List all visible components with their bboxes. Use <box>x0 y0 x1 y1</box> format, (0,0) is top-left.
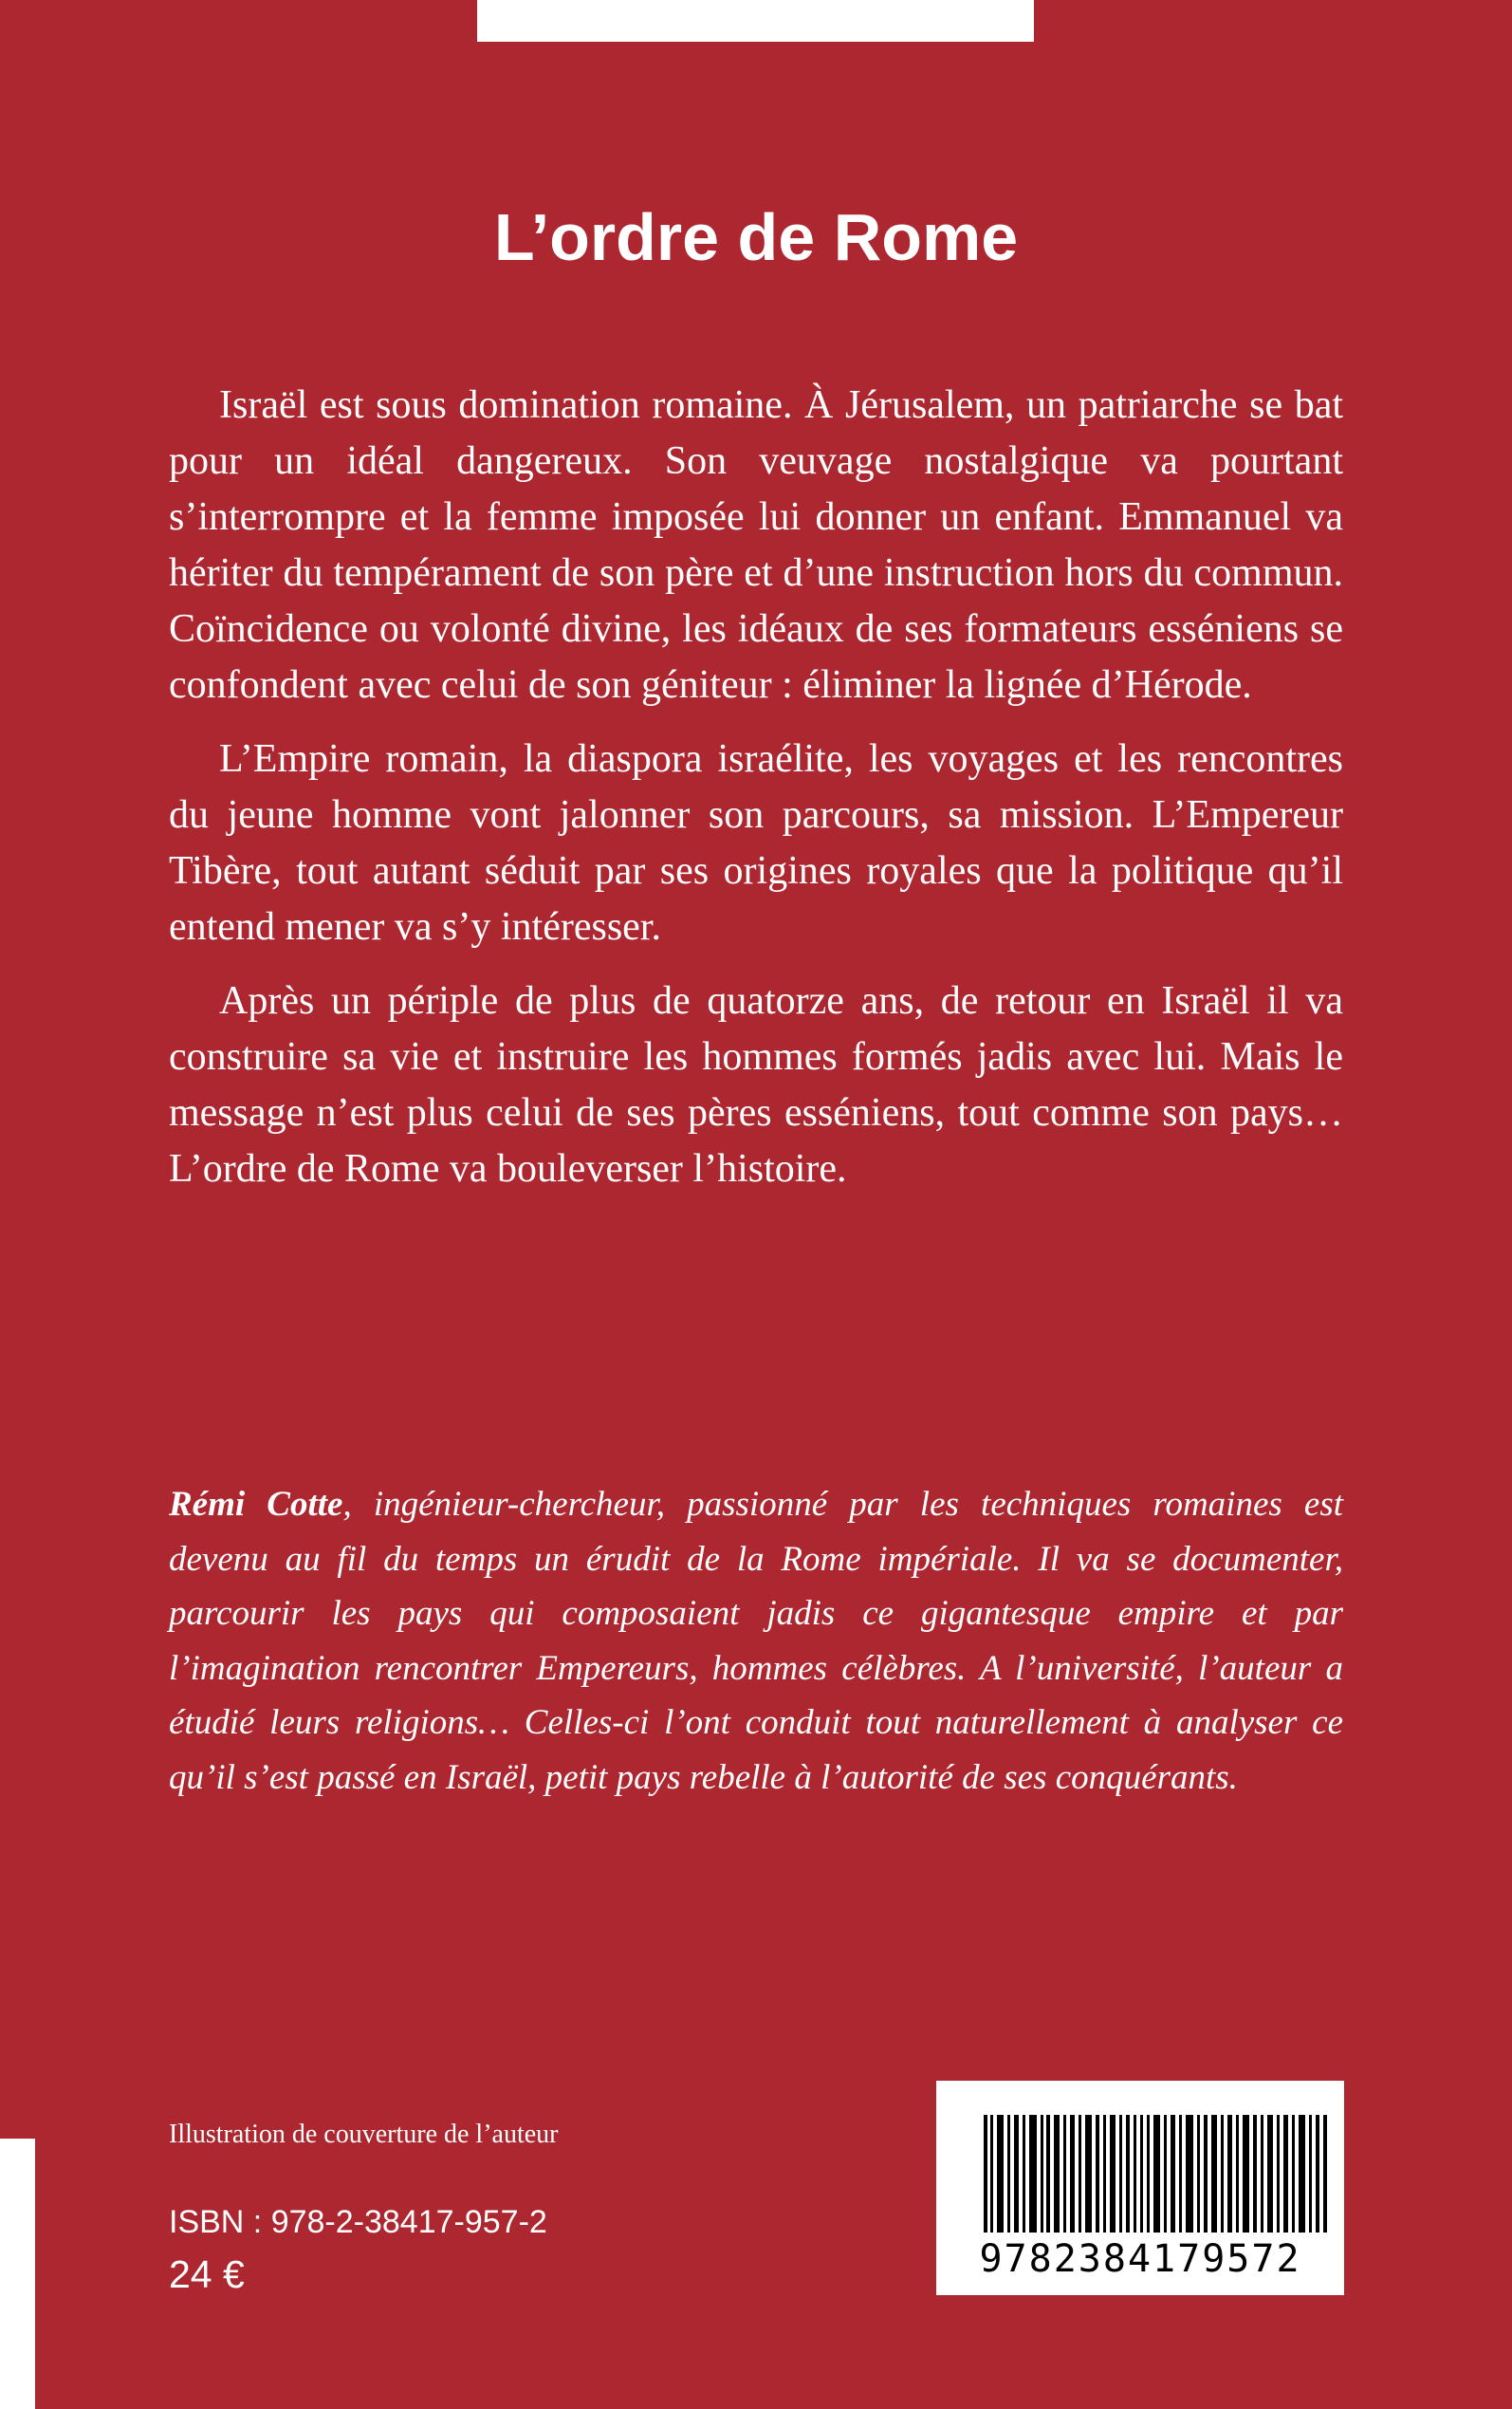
blurb-paragraph-2: L’Empire romain, la diaspora israélite, les voyages et les rencontres du jeune homme vont jalonner son parcours, sa mission. L’Empereur Tibère, tout autant séduit par ses origines royales que la politique qu’il entend mener va s’y intéresser. <box>169 737 1343 949</box>
price-label: 24 € <box>169 2252 245 2296</box>
barcode-number: 9782384179572 <box>979 2237 1301 2281</box>
back-cover-blurb <box>169 378 1343 1215</box>
left-white-tab <box>0 2139 35 2409</box>
isbn-label: ISBN : 978-2-38417-957-2 <box>169 2204 547 2240</box>
author-bio-text: , ingénieur-chercheur, passionné par les techniques romaines est devenu au fil du temps un érudit de la Rome impériale. Il va se documenter, parcourir les pays qui composaient jadis ce gigantesque empire et par l’imagination rencontrer Empereurs, hommes célèbres. A l’université, l’auteur a étudié leurs religions… Celles-ci l’ont conduit tout naturellement à analyser ce qu’il s’est passé en Israël, petit pays rebelle à l’autorité de ses conquérants. <box>169 1485 1343 1797</box>
barcode-icon <box>984 2115 1327 2233</box>
author-bio <box>169 1477 1343 1805</box>
top-white-tab <box>477 0 1034 42</box>
cover-illustration-credit: Illustration de couverture de l’auteur <box>169 2120 559 2149</box>
blurb-paragraph-3: Après un périple de plus de quatorze ans, de retour en Israël il va construire sa vie et instruire les hommes formés jadis avec lui. Mais le message n’est plus celui de ses pères esséniens, tout comme son pays… L’ordre de Rome va bouleverser l’histoire. <box>169 979 1343 1191</box>
author-name: Rémi Cotte <box>169 1485 343 1524</box>
book-title: L’ordre de Rome <box>493 200 1019 274</box>
barcode-box <box>936 2081 1344 2295</box>
blurb-paragraph-1: Israël est sous domination romaine. À Jérusalem, un patriarche se bat pour un idéal dangereux. Son veuvage nostalgique va pourtant s’interrompre et la femme imposée lui donner un enfant. Emmanuel va hériter du tempérament de son père et d’une instruction hors du commun. Coïncidence ou volonté divine, les idéaux de ses formateurs esséniens se confondent avec celui de son géniteur : éliminer la lignée d’Hérode. <box>169 383 1343 707</box>
